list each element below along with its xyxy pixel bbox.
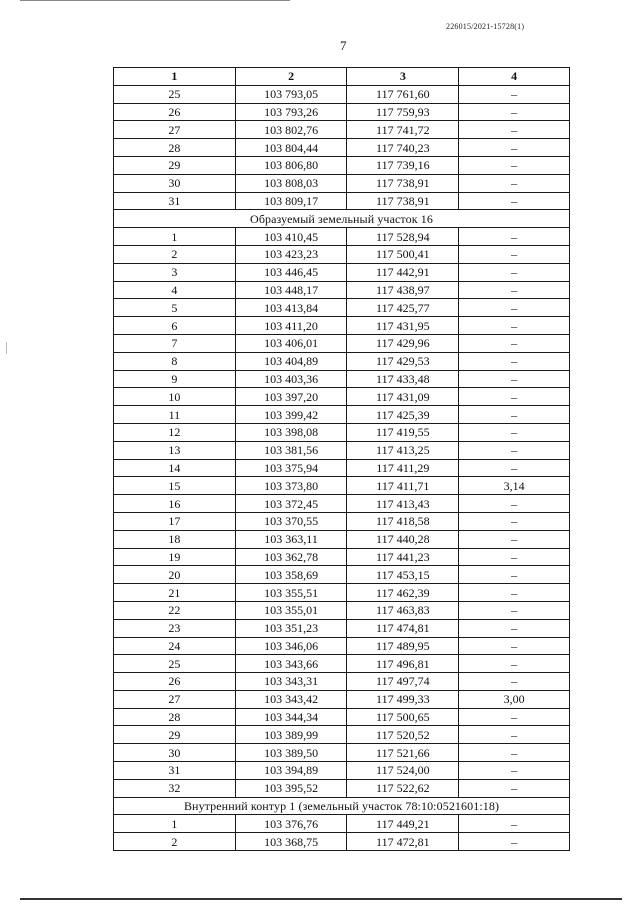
y-coordinate-cell: 117 429,96 — [347, 334, 459, 352]
x-coordinate-cell: 103 373,80 — [235, 477, 347, 495]
table-row — [114, 299, 570, 317]
x-coordinate-cell: 103 423,23 — [235, 245, 347, 263]
table-row — [114, 334, 570, 352]
column-header: 3 — [347, 68, 459, 86]
x-coordinate-cell: 103 410,45 — [235, 228, 347, 246]
table-row — [114, 228, 570, 246]
deviation-cell: – — [459, 388, 570, 406]
x-coordinate-cell: 103 411,20 — [235, 317, 347, 335]
x-coordinate-cell: 103 446,45 — [235, 263, 347, 281]
y-coordinate-cell: 117 472,81 — [347, 833, 459, 851]
point-number-cell: 7 — [114, 334, 236, 352]
y-coordinate-cell: 117 463,83 — [347, 601, 459, 619]
point-number-cell: 16 — [114, 495, 236, 513]
table-header-row — [114, 68, 570, 86]
y-coordinate-cell: 117 418,58 — [347, 512, 459, 530]
y-coordinate-cell: 117 411,29 — [347, 459, 459, 477]
table-row — [114, 512, 570, 530]
coordinates-table — [113, 67, 570, 851]
x-coordinate-cell: 103 370,55 — [235, 512, 347, 530]
y-coordinate-cell: 117 431,95 — [347, 317, 459, 335]
deviation-cell: – — [459, 352, 570, 370]
point-number-cell: 26 — [114, 103, 236, 121]
point-number-cell: 10 — [114, 388, 236, 406]
point-number-cell: 2 — [114, 833, 236, 851]
table-row — [114, 637, 570, 655]
point-number-cell: 31 — [114, 762, 236, 780]
point-number-cell: 28 — [114, 708, 236, 726]
point-number-cell: 6 — [114, 317, 236, 335]
table-row — [114, 530, 570, 548]
deviation-cell: – — [459, 619, 570, 637]
scan-margin-mark — [6, 342, 7, 354]
y-coordinate-cell: 117 499,33 — [347, 690, 459, 708]
table-row — [114, 762, 570, 780]
x-coordinate-cell: 103 343,31 — [235, 673, 347, 691]
table-row — [114, 281, 570, 299]
table-row — [114, 370, 570, 388]
section-title: Внутренний контур 1 (земельный участок 78:10:0521601:18) — [114, 797, 570, 815]
point-number-cell: 9 — [114, 370, 236, 388]
y-coordinate-cell: 117 739,16 — [347, 156, 459, 174]
deviation-cell: – — [459, 833, 570, 851]
y-coordinate-cell: 117 500,41 — [347, 245, 459, 263]
y-coordinate-cell: 117 528,94 — [347, 228, 459, 246]
deviation-cell: – — [459, 655, 570, 673]
point-number-cell: 27 — [114, 690, 236, 708]
y-coordinate-cell: 117 740,23 — [347, 139, 459, 157]
point-number-cell: 29 — [114, 726, 236, 744]
x-coordinate-cell: 103 802,76 — [235, 121, 347, 139]
point-number-cell: 31 — [114, 192, 236, 210]
table-row — [114, 726, 570, 744]
y-coordinate-cell: 117 759,93 — [347, 103, 459, 121]
y-coordinate-cell: 117 496,81 — [347, 655, 459, 673]
y-coordinate-cell: 117 419,55 — [347, 423, 459, 441]
x-coordinate-cell: 103 793,05 — [235, 85, 347, 103]
point-number-cell: 21 — [114, 584, 236, 602]
deviation-cell: – — [459, 530, 570, 548]
point-number-cell: 4 — [114, 281, 236, 299]
deviation-cell: – — [459, 156, 570, 174]
deviation-cell: 3,00 — [459, 690, 570, 708]
y-coordinate-cell: 117 500,65 — [347, 708, 459, 726]
table-row — [114, 673, 570, 691]
point-number-cell: 1 — [114, 228, 236, 246]
x-coordinate-cell: 103 355,51 — [235, 584, 347, 602]
deviation-cell: – — [459, 317, 570, 335]
table-row — [114, 708, 570, 726]
point-number-cell: 26 — [114, 673, 236, 691]
x-coordinate-cell: 103 344,34 — [235, 708, 347, 726]
deviation-cell: – — [459, 726, 570, 744]
y-coordinate-cell: 117 442,91 — [347, 263, 459, 281]
deviation-cell: – — [459, 815, 570, 833]
table-row — [114, 655, 570, 673]
column-header: 2 — [235, 68, 347, 86]
y-coordinate-cell: 117 524,00 — [347, 762, 459, 780]
deviation-cell: – — [459, 673, 570, 691]
deviation-cell: – — [459, 103, 570, 121]
point-number-cell: 32 — [114, 779, 236, 797]
x-coordinate-cell: 103 398,08 — [235, 423, 347, 441]
table-row — [114, 619, 570, 637]
table-row — [114, 833, 570, 851]
table-row — [114, 192, 570, 210]
table-row — [114, 317, 570, 335]
x-coordinate-cell: 103 343,42 — [235, 690, 347, 708]
deviation-cell: – — [459, 548, 570, 566]
table-row — [114, 423, 570, 441]
y-coordinate-cell: 117 441,23 — [347, 548, 459, 566]
x-coordinate-cell: 103 362,78 — [235, 548, 347, 566]
point-number-cell: 18 — [114, 530, 236, 548]
x-coordinate-cell: 103 394,89 — [235, 762, 347, 780]
x-coordinate-cell: 103 404,89 — [235, 352, 347, 370]
y-coordinate-cell: 117 489,95 — [347, 637, 459, 655]
x-coordinate-cell: 103 413,84 — [235, 299, 347, 317]
x-coordinate-cell: 103 806,80 — [235, 156, 347, 174]
y-coordinate-cell: 117 522,62 — [347, 779, 459, 797]
point-number-cell: 8 — [114, 352, 236, 370]
point-number-cell: 5 — [114, 299, 236, 317]
point-number-cell: 1 — [114, 815, 236, 833]
table-row — [114, 477, 570, 495]
x-coordinate-cell: 103 399,42 — [235, 406, 347, 424]
x-coordinate-cell: 103 808,03 — [235, 174, 347, 192]
y-coordinate-cell: 117 433,48 — [347, 370, 459, 388]
x-coordinate-cell: 103 395,52 — [235, 779, 347, 797]
point-number-cell: 25 — [114, 655, 236, 673]
x-coordinate-cell: 103 343,66 — [235, 655, 347, 673]
y-coordinate-cell: 117 453,15 — [347, 566, 459, 584]
table-row — [114, 352, 570, 370]
deviation-cell: – — [459, 512, 570, 530]
deviation-cell: – — [459, 192, 570, 210]
point-number-cell: 25 — [114, 85, 236, 103]
point-number-cell: 19 — [114, 548, 236, 566]
y-coordinate-cell: 117 425,39 — [347, 406, 459, 424]
x-coordinate-cell: 103 375,94 — [235, 459, 347, 477]
page-number: 7 — [340, 38, 347, 53]
deviation-cell: – — [459, 139, 570, 157]
table-row — [114, 690, 570, 708]
x-coordinate-cell: 103 363,11 — [235, 530, 347, 548]
table-row — [114, 121, 570, 139]
x-coordinate-cell: 103 804,44 — [235, 139, 347, 157]
table-row — [114, 744, 570, 762]
x-coordinate-cell: 103 358,69 — [235, 566, 347, 584]
y-coordinate-cell: 117 413,43 — [347, 495, 459, 513]
table-body — [114, 85, 570, 850]
point-number-cell: 27 — [114, 121, 236, 139]
table-row — [114, 406, 570, 424]
deviation-cell: – — [459, 566, 570, 584]
deviation-cell: – — [459, 423, 570, 441]
top-border-line — [20, 0, 290, 1]
y-coordinate-cell: 117 440,28 — [347, 530, 459, 548]
x-coordinate-cell: 103 403,36 — [235, 370, 347, 388]
table-row — [114, 601, 570, 619]
point-number-cell: 20 — [114, 566, 236, 584]
point-number-cell: 11 — [114, 406, 236, 424]
column-header: 1 — [114, 68, 236, 86]
section-row — [114, 797, 570, 815]
deviation-cell: – — [459, 406, 570, 424]
deviation-cell: – — [459, 245, 570, 263]
table-row — [114, 245, 570, 263]
point-number-cell: 22 — [114, 601, 236, 619]
deviation-cell: – — [459, 779, 570, 797]
point-number-cell: 30 — [114, 174, 236, 192]
table-row — [114, 548, 570, 566]
y-coordinate-cell: 117 411,71 — [347, 477, 459, 495]
x-coordinate-cell: 103 381,56 — [235, 441, 347, 459]
point-number-cell: 28 — [114, 139, 236, 157]
y-coordinate-cell: 117 438,97 — [347, 281, 459, 299]
y-coordinate-cell: 117 738,91 — [347, 192, 459, 210]
table-row — [114, 85, 570, 103]
deviation-cell: – — [459, 762, 570, 780]
y-coordinate-cell: 117 741,72 — [347, 121, 459, 139]
y-coordinate-cell: 117 413,25 — [347, 441, 459, 459]
y-coordinate-cell: 117 425,77 — [347, 299, 459, 317]
y-coordinate-cell: 117 738,91 — [347, 174, 459, 192]
deviation-cell: – — [459, 744, 570, 762]
deviation-cell: – — [459, 441, 570, 459]
deviation-cell: – — [459, 299, 570, 317]
point-number-cell: 3 — [114, 263, 236, 281]
point-number-cell: 23 — [114, 619, 236, 637]
y-coordinate-cell: 117 429,53 — [347, 352, 459, 370]
table-row — [114, 779, 570, 797]
table-row — [114, 174, 570, 192]
table-row — [114, 815, 570, 833]
table-row — [114, 388, 570, 406]
point-number-cell: 14 — [114, 459, 236, 477]
deviation-cell: – — [459, 637, 570, 655]
point-number-cell: 15 — [114, 477, 236, 495]
table-row — [114, 441, 570, 459]
y-coordinate-cell: 117 431,09 — [347, 388, 459, 406]
x-coordinate-cell: 103 368,75 — [235, 833, 347, 851]
table-row — [114, 495, 570, 513]
table-row — [114, 584, 570, 602]
table-row — [114, 566, 570, 584]
deviation-cell: – — [459, 263, 570, 281]
deviation-cell: – — [459, 708, 570, 726]
table-row — [114, 459, 570, 477]
x-coordinate-cell: 103 448,17 — [235, 281, 347, 299]
bottom-border-line — [20, 898, 622, 900]
y-coordinate-cell: 117 497,74 — [347, 673, 459, 691]
document-id: 226015/2021-15728(1) — [446, 22, 525, 31]
table-row — [114, 156, 570, 174]
deviation-cell: – — [459, 334, 570, 352]
x-coordinate-cell: 103 346,06 — [235, 637, 347, 655]
x-coordinate-cell: 103 389,99 — [235, 726, 347, 744]
x-coordinate-cell: 103 389,50 — [235, 744, 347, 762]
point-number-cell: 17 — [114, 512, 236, 530]
x-coordinate-cell: 103 351,23 — [235, 619, 347, 637]
table-row — [114, 263, 570, 281]
x-coordinate-cell: 103 372,45 — [235, 495, 347, 513]
x-coordinate-cell: 103 376,76 — [235, 815, 347, 833]
x-coordinate-cell: 103 809,17 — [235, 192, 347, 210]
y-coordinate-cell: 117 521,66 — [347, 744, 459, 762]
point-number-cell: 29 — [114, 156, 236, 174]
y-coordinate-cell: 117 474,81 — [347, 619, 459, 637]
deviation-cell: – — [459, 370, 570, 388]
point-number-cell: 24 — [114, 637, 236, 655]
x-coordinate-cell: 103 397,20 — [235, 388, 347, 406]
deviation-cell: – — [459, 495, 570, 513]
deviation-cell: 3,14 — [459, 477, 570, 495]
deviation-cell: – — [459, 85, 570, 103]
deviation-cell: – — [459, 228, 570, 246]
deviation-cell: – — [459, 459, 570, 477]
point-number-cell: 13 — [114, 441, 236, 459]
deviation-cell: – — [459, 281, 570, 299]
deviation-cell: – — [459, 601, 570, 619]
deviation-cell: – — [459, 121, 570, 139]
point-number-cell: 30 — [114, 744, 236, 762]
section-row — [114, 210, 570, 228]
y-coordinate-cell: 117 462,39 — [347, 584, 459, 602]
y-coordinate-cell: 117 520,52 — [347, 726, 459, 744]
x-coordinate-cell: 103 355,01 — [235, 601, 347, 619]
deviation-cell: – — [459, 174, 570, 192]
x-coordinate-cell: 103 406,01 — [235, 334, 347, 352]
column-header: 4 — [459, 68, 570, 86]
point-number-cell: 12 — [114, 423, 236, 441]
section-title: Образуемый земельный участок 16 — [114, 210, 570, 228]
deviation-cell: – — [459, 584, 570, 602]
table-row — [114, 103, 570, 121]
point-number-cell: 2 — [114, 245, 236, 263]
table-row — [114, 139, 570, 157]
y-coordinate-cell: 117 761,60 — [347, 85, 459, 103]
y-coordinate-cell: 117 449,21 — [347, 815, 459, 833]
x-coordinate-cell: 103 793,26 — [235, 103, 347, 121]
